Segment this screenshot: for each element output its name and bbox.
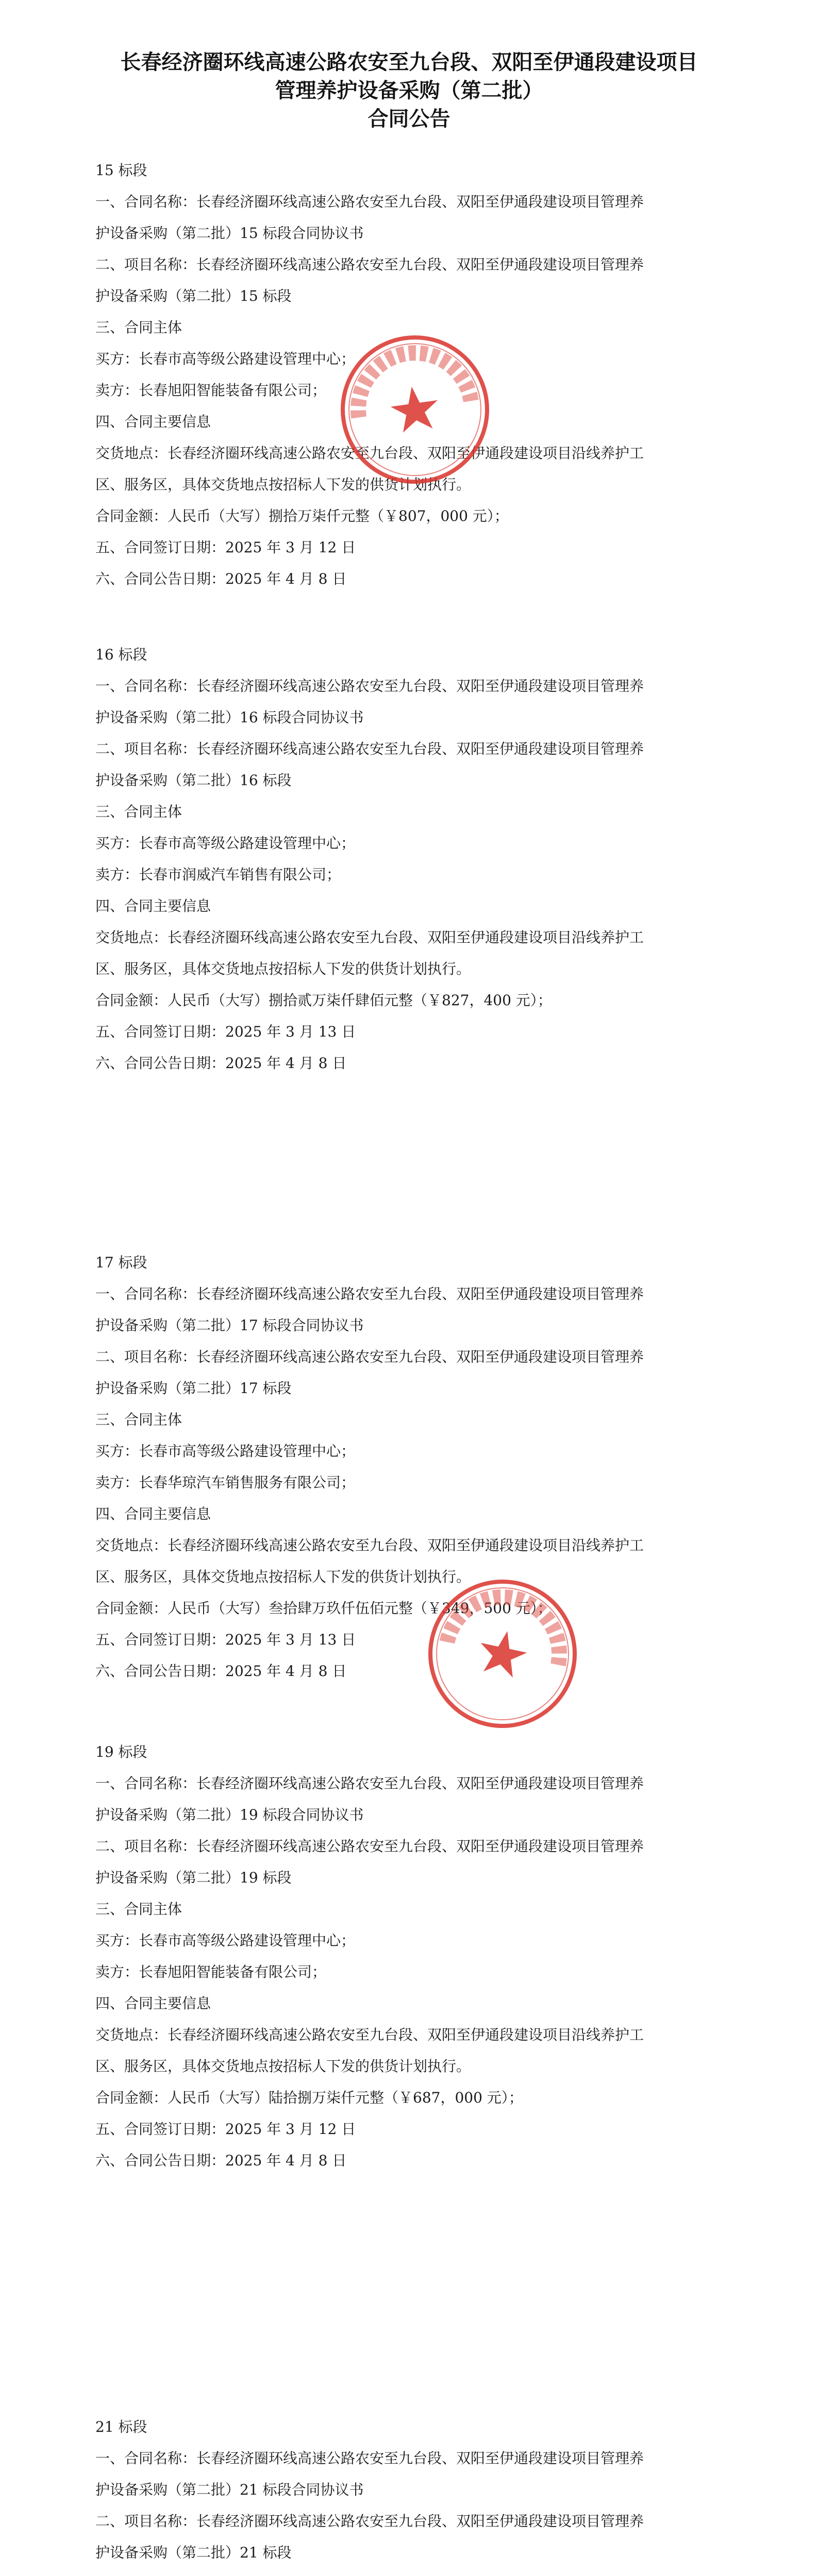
announce-date: 六、合同公告日期：2025 年 4 月 8 日 [95, 2152, 347, 2169]
parties-heading: 三、合同主体 [95, 319, 182, 336]
main-info-heading: 四、合同主要信息 [95, 1505, 211, 1522]
project-name-line-2: 护设备采购（第二批）21 标段 [95, 2544, 292, 2561]
parties-heading [95, 2568, 724, 2576]
contract-amount: 合同金额：人民币（大写）捌拾万柒仟元整（￥807，000 元）； [95, 507, 509, 524]
delivery-line-1: 交货地点：长春经济圈环线高速公路农安至九台段、双阳至伊通段建设项目沿线养护工 [95, 445, 644, 462]
section-heading: 17 标段 [95, 1254, 147, 1271]
contract-name-line-2: 护设备采购（第二批）19 标段合同协议书 [95, 1806, 364, 1823]
contract-name-line-2: 护设备采购（第二批）17 标段合同协议书 [95, 1317, 364, 1334]
section-lot-19 [95, 1736, 724, 2176]
parties-heading: 三、合同主体 [95, 1411, 182, 1428]
project-name-line-2: 护设备采购（第二批）19 标段 [95, 1869, 292, 1886]
announce-date: 六、合同公告日期：2025 年 4 月 8 日 [95, 570, 347, 587]
contract-name-line-2: 护设备采购（第二批）15 标段合同协议书 [95, 225, 364, 242]
contract-name-line-2: 护设备采购（第二批）16 标段合同协议书 [95, 709, 364, 726]
sign-date: 五、合同签订日期：2025 年 3 月 12 日 [95, 2121, 356, 2138]
parties-heading: 三、合同主体 [95, 803, 182, 820]
sign-date: 五、合同签订日期：2025 年 3 月 13 日 [95, 1631, 356, 1648]
contract-name-line-1: 一、合同名称：长春经济圈环线高速公路农安至九台段、双阳至伊通段建设项目管理养 [95, 193, 644, 210]
project-name-line-1: 二、项目名称：长春经济圈环线高速公路农安至九台段、双阳至伊通段建设项目管理养 [95, 2513, 644, 2530]
sign-date: 五、合同签订日期：2025 年 3 月 13 日 [95, 1023, 356, 1040]
section-lot-21 [95, 2411, 724, 2576]
parties-heading: 三、合同主体 [95, 1901, 182, 1918]
sign-date: 五、合同签订日期：2025 年 3 月 12 日 [95, 539, 356, 556]
announce-date: 六、合同公告日期：2025 年 4 月 8 日 [95, 1663, 347, 1680]
delivery-line-1: 交货地点：长春经济圈环线高速公路农安至九台段、双阳至伊通段建设项目沿线养护工 [95, 1537, 644, 1554]
project-name-line-2: 护设备采购（第二批）17 标段 [95, 1380, 292, 1397]
announce-date: 六、合同公告日期：2025 年 4 月 8 日 [95, 1055, 347, 1072]
contract-name-line-1: 一、合同名称：长春经济圈环线高速公路农安至九台段、双阳至伊通段建设项目管理养 [95, 2450, 644, 2467]
delivery-line-1: 交货地点：长春经济圈环线高速公路农安至九台段、双阳至伊通段建设项目沿线养护工 [95, 929, 644, 946]
contract-name-line-1: 一、合同名称：长春经济圈环线高速公路农安至九台段、双阳至伊通段建设项目管理养 [95, 1285, 644, 1302]
buyer: 买方：长春市高等级公路建设管理中心； [95, 350, 356, 367]
delivery-line-2: 区、服务区，具体交货地点按招标人下发的供货计划执行。 [95, 1568, 471, 1585]
contract-amount: 合同金额：人民币（大写）陆拾捌万柒仟元整（￥687，000 元）； [95, 2089, 523, 2106]
project-name-line-1: 二、项目名称：长春经济圈环线高速公路农安至九台段、双阳至伊通段建设项目管理养 [95, 1838, 644, 1855]
main-info-heading: 四、合同主要信息 [95, 413, 211, 430]
title-line-1: 长春经济圈环线高速公路农安至九台段、双阳至伊通段建设项目 [120, 50, 698, 74]
title-line-2: 管理养护设备采购（第二批） [275, 79, 543, 103]
delivery-line-2: 区、服务区，具体交货地点按招标人下发的供货计划执行。 [95, 2058, 471, 2075]
section-heading: 21 标段 [95, 2418, 147, 2435]
seller: 卖方：长春华琼汽车销售服务有限公司； [95, 1474, 356, 1491]
contract-amount: 合同金额：人民币（大写）捌拾贰万柒仟肆佰元整（￥827，400 元）； [95, 992, 552, 1009]
project-name-line-1: 二、项目名称：长春经济圈环线高速公路农安至九台段、双阳至伊通段建设项目管理养 [95, 740, 644, 757]
contract-name-line-2: 护设备采购（第二批）21 标段合同协议书 [95, 2481, 364, 2498]
section-heading: 15 标段 [95, 162, 147, 179]
contract-name-line-1: 一、合同名称：长春经济圈环线高速公路农安至九台段、双阳至伊通段建设项目管理养 [95, 677, 644, 694]
buyer: 买方：长春市高等级公路建设管理中心； [95, 835, 356, 852]
seller: 卖方：长春市润威汽车销售有限公司； [95, 866, 341, 883]
main-info-heading: 四、合同主要信息 [95, 1995, 211, 2012]
section-lot-17 [95, 1247, 724, 1687]
official-seal [328, 323, 503, 497]
seller: 卖方：长春旭阳智能装备有限公司； [95, 1963, 327, 1980]
section-lot-16 [95, 639, 724, 1079]
delivery-line-2: 区、服务区，具体交货地点按招标人下发的供货计划执行。 [95, 476, 471, 493]
delivery-line-2: 区、服务区，具体交货地点按招标人下发的供货计划执行。 [95, 960, 471, 977]
section-heading: 16 标段 [95, 646, 147, 663]
contract-amount: 合同金额：人民币（大写）叁拾肆万玖仟伍佰元整（￥349，500 元）； [95, 1600, 552, 1617]
project-name-line-2: 护设备采购（第二批）16 标段 [95, 772, 292, 789]
project-name-line-2: 护设备采购（第二批）15 标段 [95, 287, 292, 304]
seller: 卖方：长春旭阳智能装备有限公司； [95, 382, 327, 399]
title-line-3: 合同公告 [368, 107, 450, 131]
project-name-line-1: 二、项目名称：长春经济圈环线高速公路农安至九台段、双阳至伊通段建设项目管理养 [95, 256, 644, 273]
official-seal [411, 1562, 594, 1745]
section-heading: 19 标段 [95, 1743, 147, 1760]
buyer: 买方：长春市高等级公路建设管理中心； [95, 1443, 356, 1460]
buyer: 买方：长春市高等级公路建设管理中心； [95, 1932, 356, 1949]
delivery-line-1: 交货地点：长春经济圈环线高速公路农安至九台段、双阳至伊通段建设项目沿线养护工 [95, 2026, 644, 2043]
project-name-line-1: 二、项目名称：长春经济圈环线高速公路农安至九台段、双阳至伊通段建设项目管理养 [95, 1348, 644, 1365]
seal-stamp-icon [328, 323, 503, 497]
seal-stamp-icon [411, 1562, 594, 1745]
contract-name-line-1: 一、合同名称：长春经济圈环线高速公路农安至九台段、双阳至伊通段建设项目管理养 [95, 1775, 644, 1792]
main-info-heading: 四、合同主要信息 [95, 897, 211, 914]
